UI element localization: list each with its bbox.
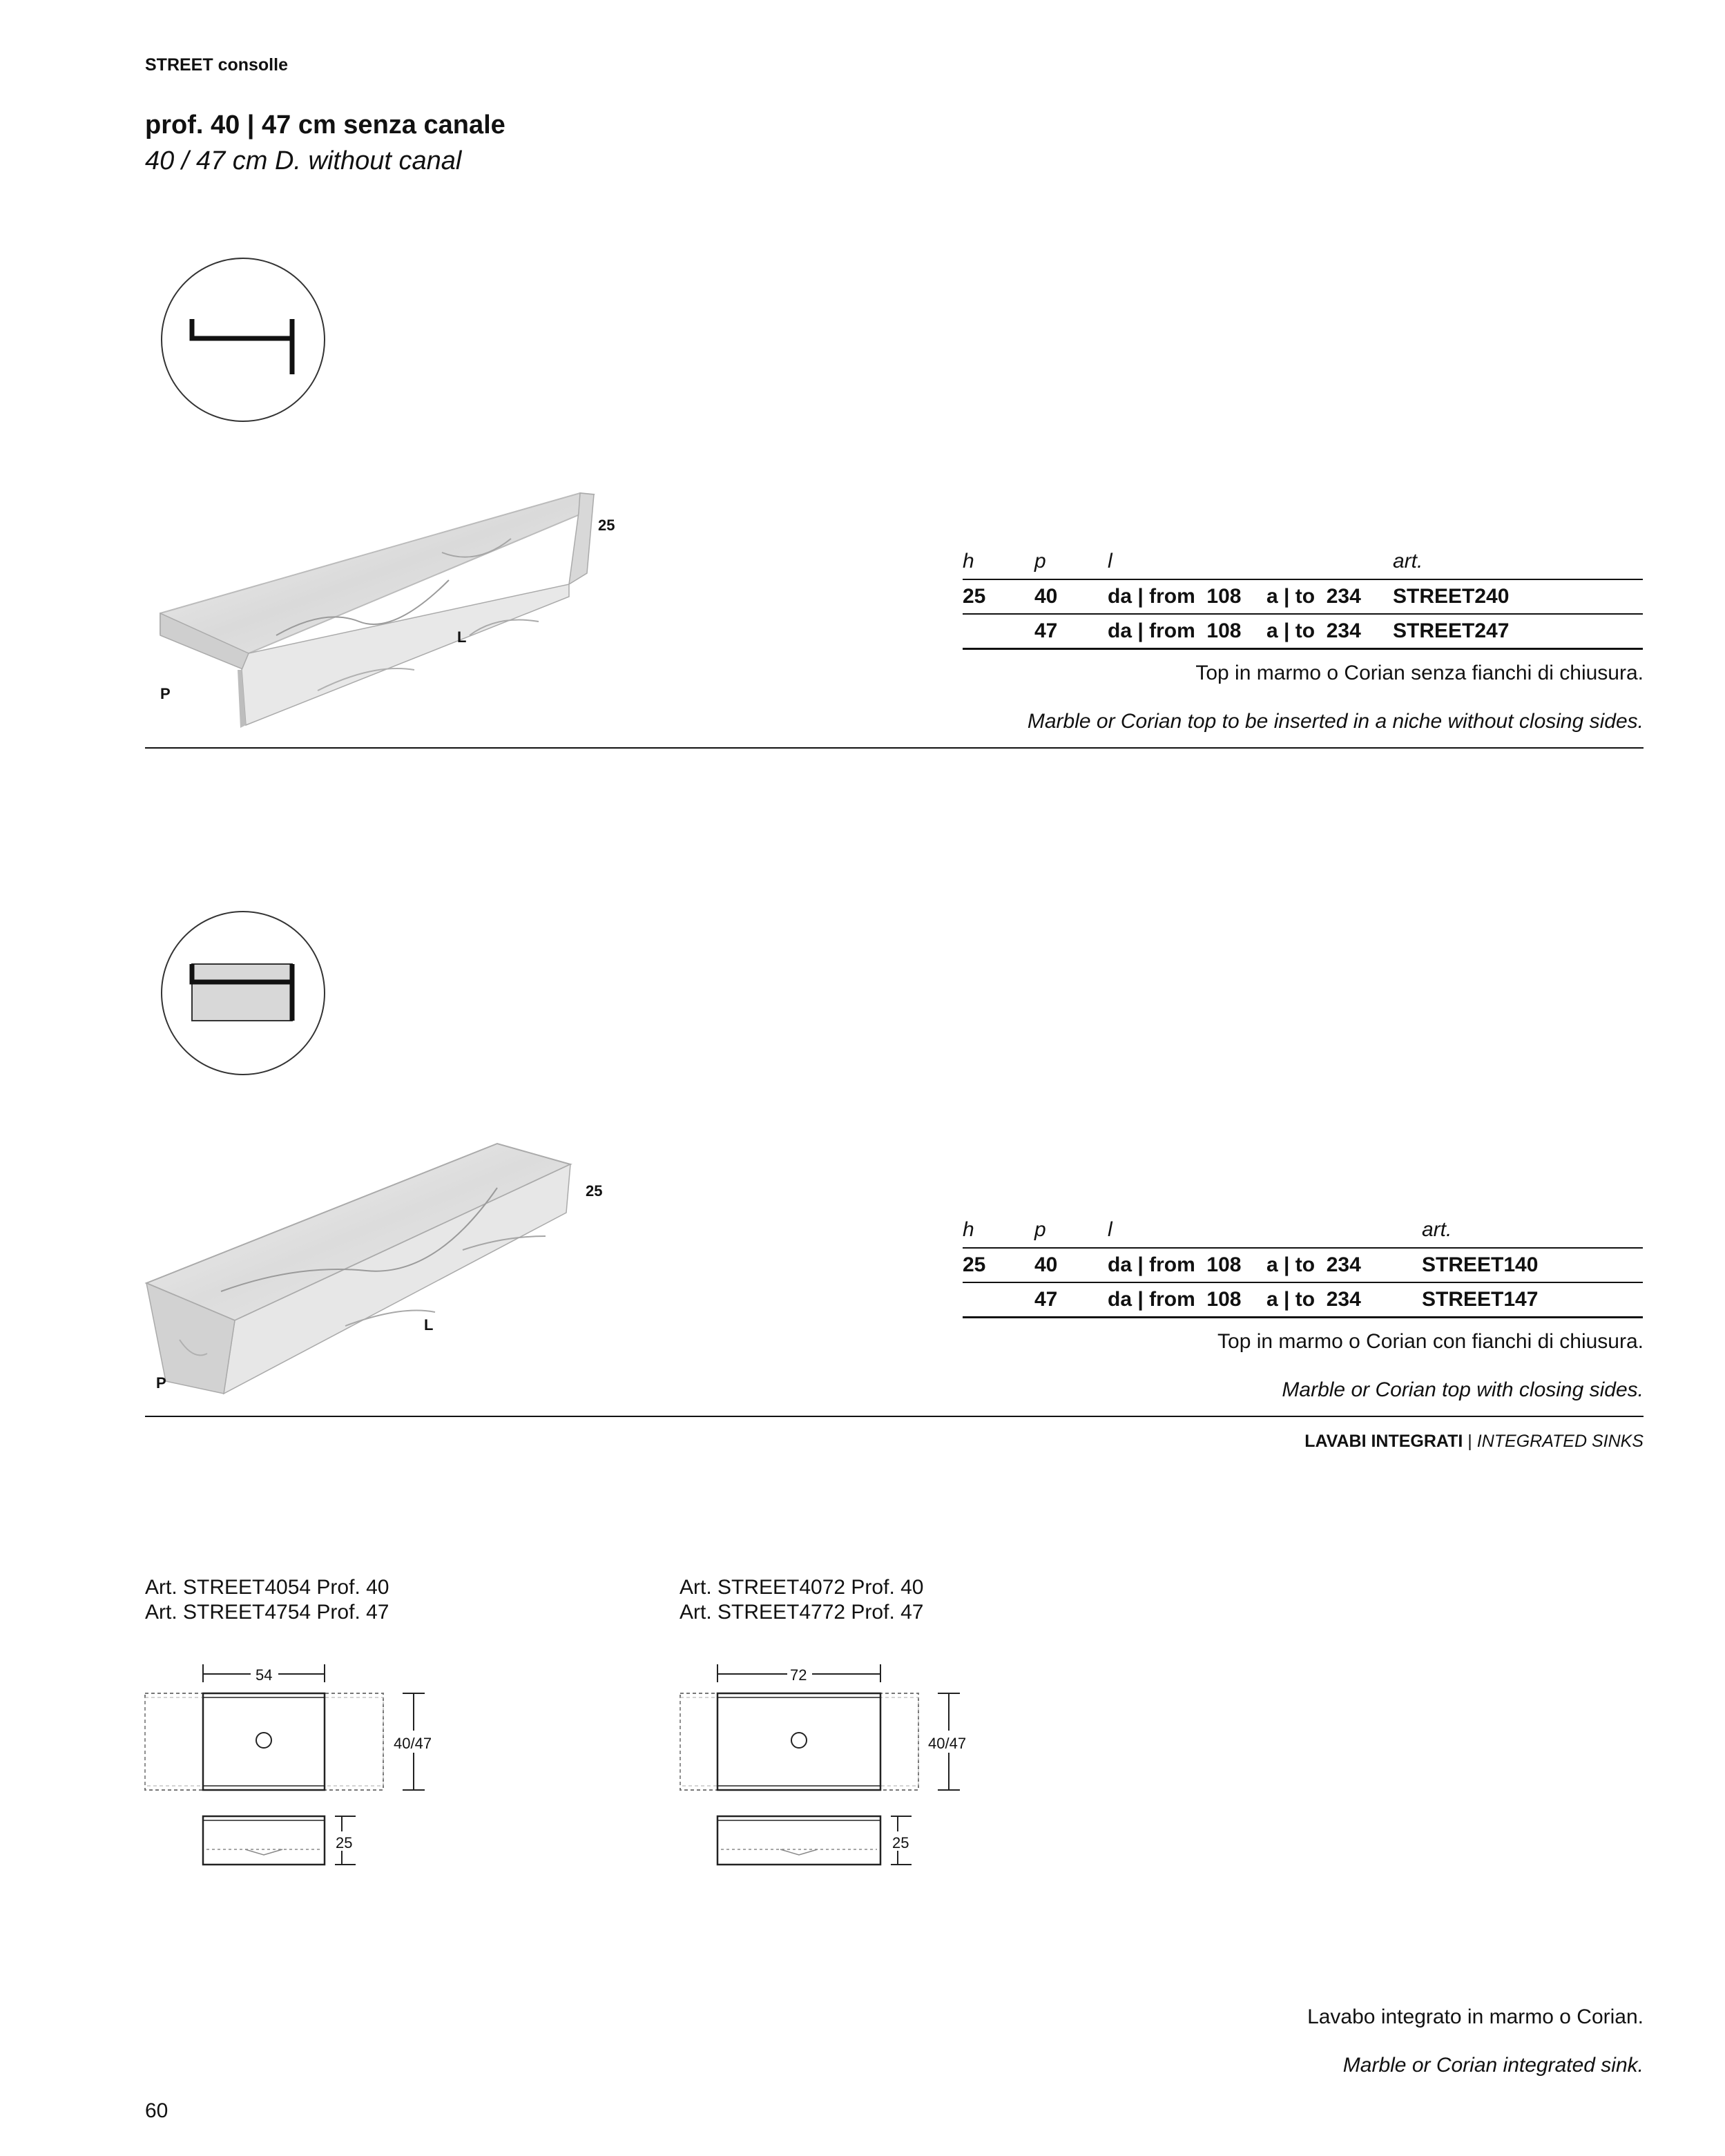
col-l: l (1108, 550, 1112, 572)
dim-p-label: P (156, 1374, 166, 1392)
cell-to: a | to 234 (1266, 619, 1361, 642)
sink-description-it: Lavabo integrato in marmo o Corian. (1307, 2005, 1644, 2028)
cell-h: 25 (963, 585, 986, 608)
closed-top-illustration (138, 1133, 621, 1409)
cell-from: da | from 108 (1108, 619, 1242, 642)
cell-art: STREET140 (1422, 1253, 1539, 1276)
cell-p: 47 (1034, 1288, 1058, 1311)
col-art: art. (1393, 550, 1423, 572)
dim-l-label: L (457, 628, 467, 646)
cell-to: a | to 234 (1266, 585, 1361, 608)
cell-p: 47 (1034, 619, 1058, 642)
cell-h (963, 1282, 1034, 1318)
page-title: prof. 40 | 47 cm senza canale (145, 110, 505, 139)
spec-table-2 (963, 1218, 1643, 1318)
cell-from: da | from 108 (1108, 1253, 1242, 1276)
open-top-illustration (152, 463, 635, 739)
table-row (963, 614, 1643, 649)
col-h: h (963, 550, 974, 572)
col-p: p (1034, 550, 1046, 572)
section-divider (145, 747, 1644, 749)
cell-p: 40 (1034, 1253, 1058, 1276)
cell-from: da | from 108 (1108, 585, 1242, 608)
col-to (1266, 550, 1393, 579)
dim-l-label: L (424, 1316, 434, 1334)
profile-open-icon (159, 256, 328, 425)
table-row (963, 1282, 1643, 1318)
description-en: Marble or Corian top to be inserted in a niche without closing sides. (1027, 710, 1644, 733)
spec-table-1 (963, 550, 1643, 650)
sink-depth-label: 40/47 (394, 1735, 432, 1752)
profile-closed-icon (159, 909, 328, 1078)
description-en: Marble or Corian top with closing sides. (1282, 1378, 1644, 1401)
sink-height-label: 25 (892, 1834, 909, 1851)
page-subtitle: 40 / 47 cm D. without canal (145, 146, 462, 175)
sink-art-line-2: Art. STREET4772 Prof. 47 (680, 1601, 924, 1624)
table-row (963, 1248, 1643, 1282)
sink-width-label: 54 (256, 1666, 273, 1684)
sink-depth-label: 40/47 (928, 1735, 967, 1752)
col-to (1266, 1218, 1422, 1248)
cell-art: STREET247 (1393, 619, 1510, 642)
sink-drawing-54 (142, 1657, 445, 1871)
col-art: art. (1422, 1218, 1452, 1241)
cell-to: a | to 234 (1266, 1288, 1361, 1311)
cell-to: a | to 234 (1266, 1253, 1361, 1276)
dim-p-label: P (160, 685, 171, 702)
dim-h-label: 25 (598, 517, 615, 534)
header-label: STREET consolle (145, 55, 288, 75)
sink-drawing-72 (677, 1657, 981, 1871)
cell-h: 25 (963, 1253, 986, 1276)
cell-h (963, 614, 1034, 649)
sink-width-label: 72 (790, 1666, 807, 1684)
sink-art-line-2: Art. STREET4754 Prof. 47 (145, 1601, 389, 1624)
table-row (963, 579, 1643, 614)
cell-p: 40 (1034, 585, 1058, 608)
cell-art: STREET147 (1422, 1288, 1539, 1311)
col-h: h (963, 1218, 974, 1241)
sink-art-line-1: Art. STREET4072 Prof. 40 (680, 1576, 924, 1599)
description-it: Top in marmo o Corian con fianchi di chiusura. (1217, 1330, 1644, 1353)
col-p: p (1034, 1218, 1046, 1241)
section-divider (145, 1416, 1644, 1417)
description-it: Top in marmo o Corian senza fianchi di chiusura. (1195, 662, 1644, 684)
dim-h-label: 25 (586, 1182, 603, 1200)
page-number: 60 (145, 2099, 168, 2122)
section-label: LAVABI INTEGRATI | INTEGRATED SINKS (1304, 1432, 1644, 1451)
col-l: l (1108, 1218, 1112, 1241)
sink-art-line-1: Art. STREET4054 Prof. 40 (145, 1576, 389, 1599)
sink-description-en: Marble or Corian integrated sink. (1342, 2054, 1644, 2077)
cell-art: STREET240 (1393, 585, 1510, 608)
cell-from: da | from 108 (1108, 1288, 1242, 1311)
sink-height-label: 25 (336, 1834, 353, 1851)
